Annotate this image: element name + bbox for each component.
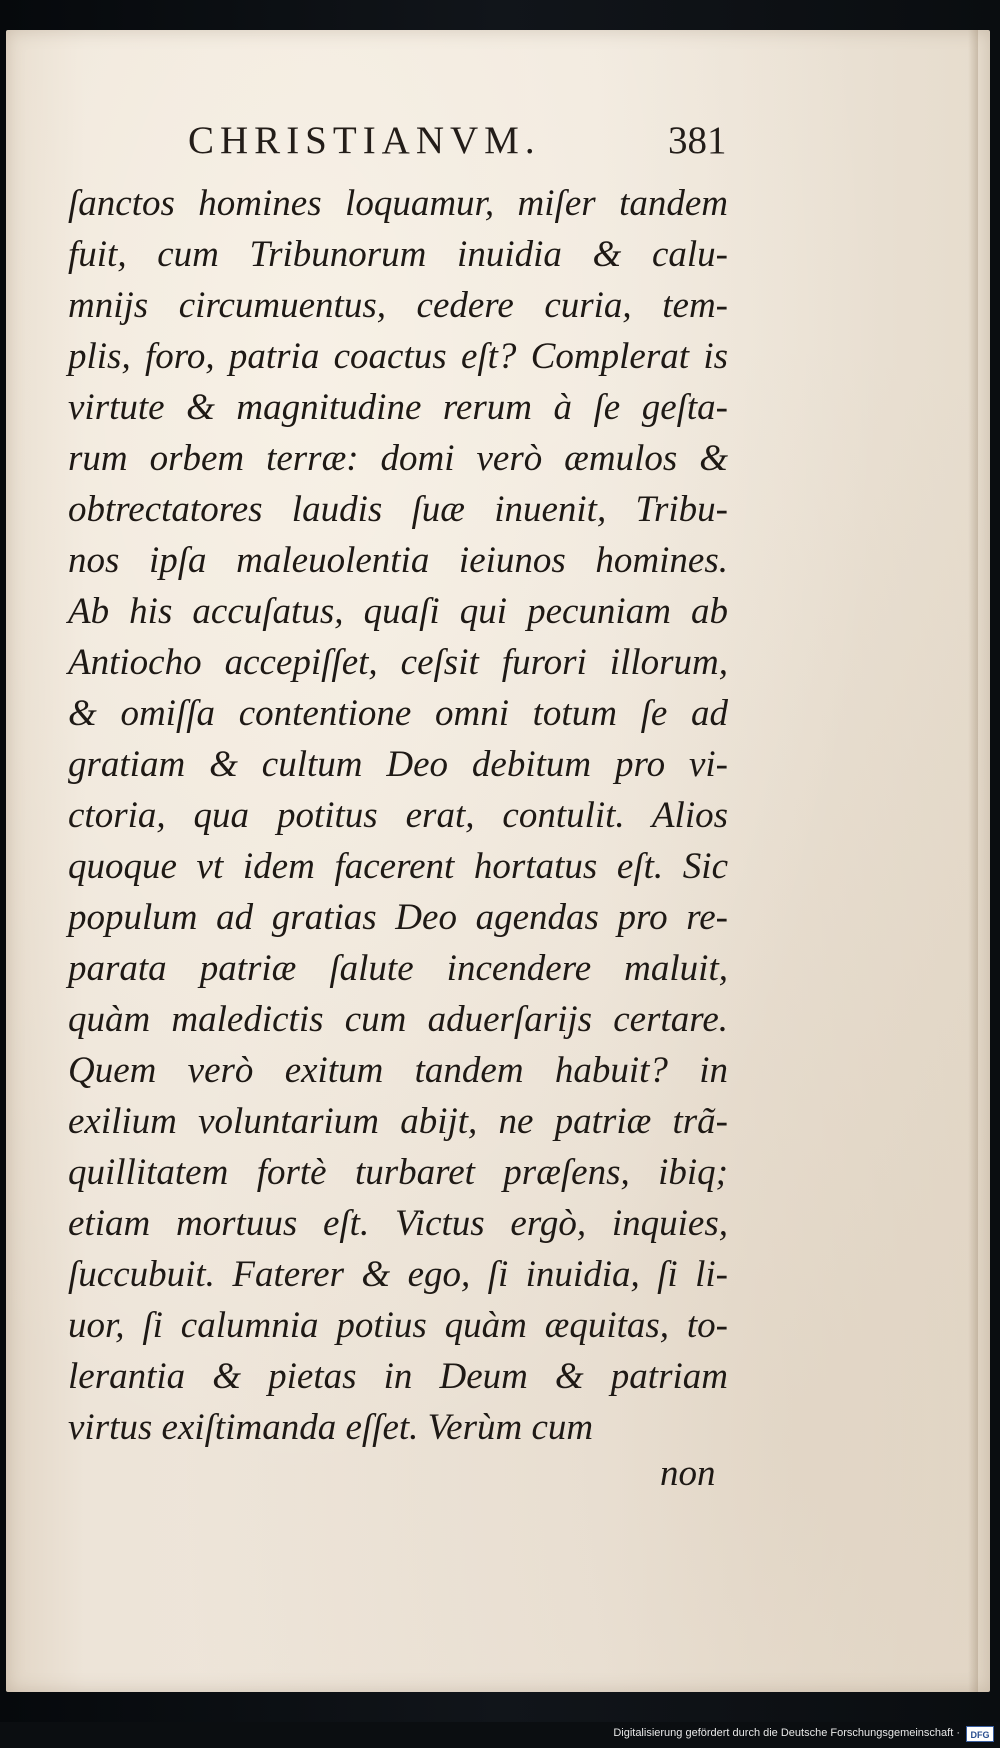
text-line: ſanctos homines loquamur, miſer tandem	[68, 183, 728, 224]
text-line: uor, ſi calumnia potius quàm æquitas, to-	[68, 1305, 728, 1346]
text-line: virtute & magnitudine rerum à ſe geſta-	[68, 387, 728, 428]
dfg-logo-icon: DFG	[966, 1726, 994, 1742]
text-line: ctoria, qua potitus erat, contulit. Alios	[68, 795, 728, 836]
text-line: etiam mortuus eſt. Victus ergò, inquies,	[68, 1203, 728, 1244]
text-line: rum orbem terræ: domi verò æmulos &	[68, 438, 728, 479]
text-line: & omiſſa contentione omni totum ſe ad	[68, 693, 728, 734]
text-line: exilium voluntarium abijt, ne patriæ trã-	[68, 1101, 728, 1142]
text-line: obtrectatores laudis ſuæ inuenit, Tribu-	[68, 489, 728, 530]
text-line: nos ipſa maleuolentia ieiunos homines.	[68, 540, 728, 581]
body-text	[68, 178, 728, 1453]
page-edge-shadow	[968, 30, 978, 1692]
page-number: 381	[668, 119, 727, 162]
text-line: lerantia & pietas in Deum & patriam	[68, 1356, 728, 1397]
catchword: non	[660, 1453, 716, 1494]
text-line: mnijs circumuentus, cedere curia, tem-	[68, 285, 728, 326]
text-line: quoque vt idem facerent hortatus eſt. Sic	[68, 846, 728, 887]
text-line: quillitatem fortè turbaret præſens, ibiq;	[68, 1152, 728, 1193]
page-header	[0, 118, 1000, 168]
text-line: gratiam & cultum Deo debitum pro vi-	[68, 744, 728, 785]
text-line: Antiocho accepiſſet, ceſsit furori illorum,	[68, 642, 728, 683]
funding-credit: Digitalisierung gefördert durch die Deutsche Forschungsgemeinschaft ·	[613, 1727, 960, 1739]
text-line: ſuccubuit. Faterer & ego, ſi inuidia, ſi li-	[68, 1254, 728, 1295]
running-head: CHRISTIANVM.	[188, 119, 541, 162]
text-line: plis, foro, patria coactus eſt? Complerat is	[68, 336, 728, 377]
text-line: quàm maledictis cum aduerſarijs certare.	[68, 999, 728, 1040]
text-line: populum ad gratias Deo agendas pro re-	[68, 897, 728, 938]
text-line: Ab his accuſatus, quaſi qui pecuniam ab	[68, 591, 728, 632]
text-line: Quem verò exitum tandem habuit? in	[68, 1050, 728, 1091]
text-line: virtus exiſtimanda eſſet. Verùm cum	[68, 1407, 594, 1448]
digitization-footer	[0, 1722, 1000, 1748]
text-line: parata patriæ ſalute incendere maluit,	[68, 948, 728, 989]
text-line: fuit, cum Tribunorum inuidia & calu-	[68, 234, 728, 275]
